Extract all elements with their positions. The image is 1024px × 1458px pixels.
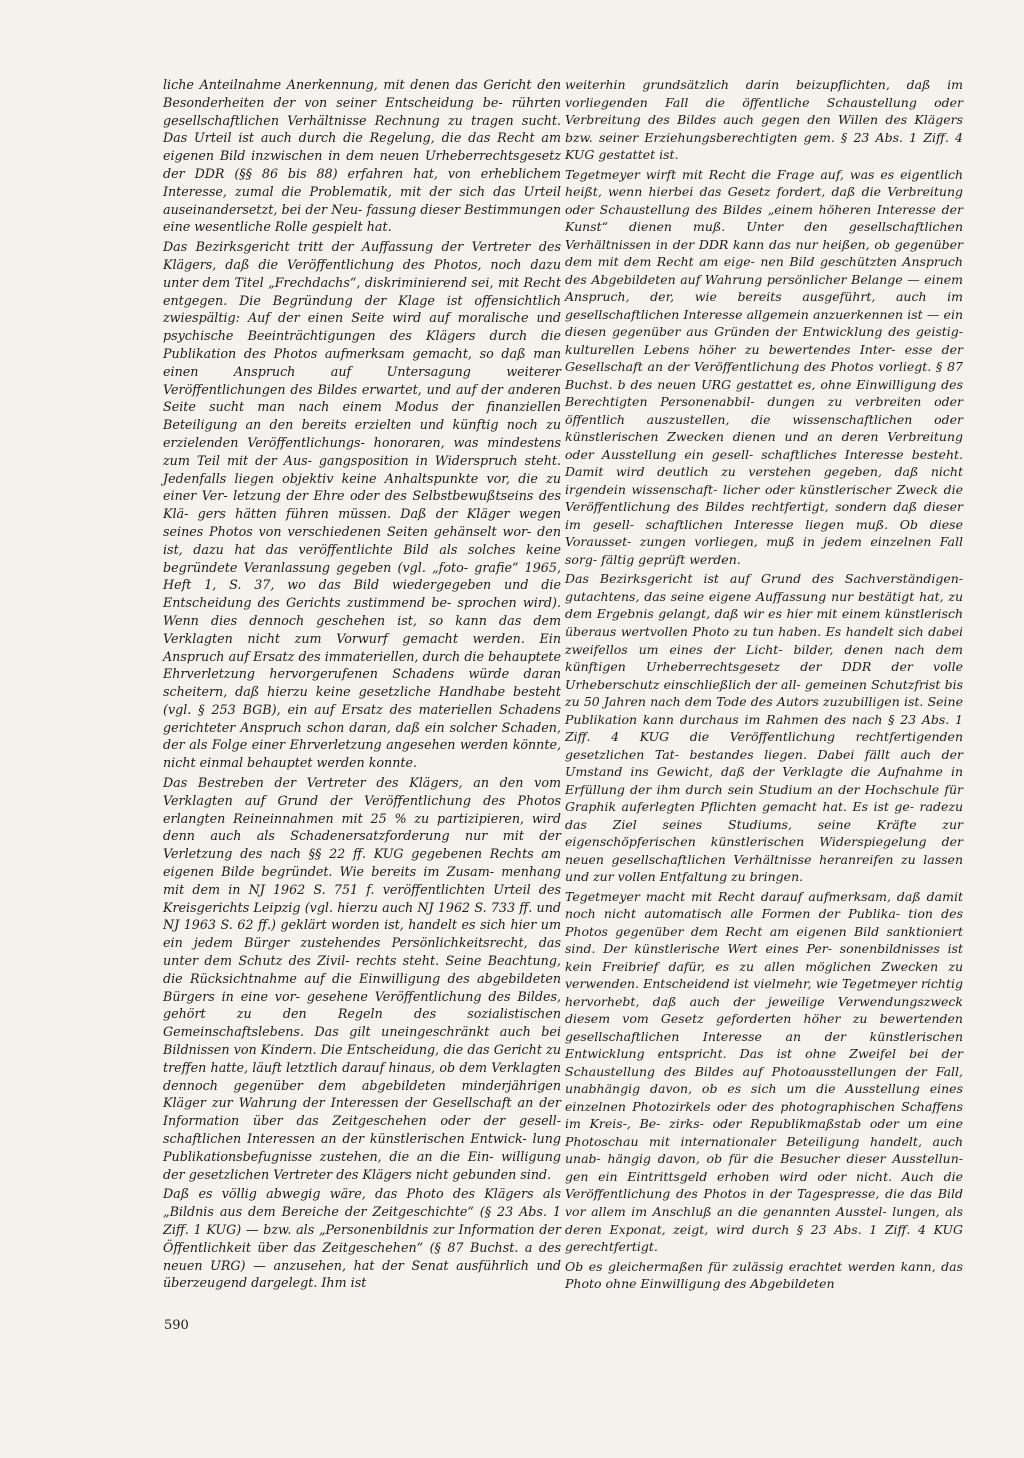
paragraph: liche Anteilnahme Anerkennung, mit denen das Gericht den Besonderheiten der von seiner Entscheidung be- rührten gesellschaftlichen Verhältnisse Rechnung zu tragen sucht. Das Urteil ist auch durch die Regelung, die das Recht am eigenen Bild inzwischen in dem neuen Urheberrechtsgesetz der DDR (§§ 86 bis 88) erfahren hat, von erheblichem Interesse, zumal die Problematik, mit der sich das Urteil auseinandersetzt, bei der Neu- fassung dieser Bestimmungen eine wesentliche Rolle gespielt hat. — [163, 77, 561, 235]
paragraph: Das Bezirksgericht tritt der Auffassung der Vertreter des Klägers, daß die Veröffentlichung des Photos, noch dazu unter dem Titel „Frechdachs“, diskriminierend sei, mit Recht entgegen. Die Begründung der Klage ist offensichtlich zwiespältig: Auf der einen Seite wird auf moralische und psychische Beeinträchtigungen des Klägers durch die Publikation des Photos aufmerksam gemacht, so daß man einen Anspruch auf Untersagung weiterer Veröffentlichungen des Bildes erwartet, und auf der anderen Seite sucht man nach einem Modus der finanziellen Beteiligung an den bereits erzielten und künftig noch zu erzielenden Veröffentlichungs- honoraren, was mindestens zum Teil mit der Aus- gangsposition in Widerspruch steht. Jedenfalls liegen objektiv keine Anhaltspunkte vor, die zu einer Ver- letzung der Ehre oder des Selbstbewußtseins des Klä- gers hätten führen müssen. Daß der Kläger wegen seines Photos von verschiedenen Seiten gehänselt wor- den ist, dazu hat das veröffentlichte Bild als solches keine begründete Veranlassung gegeben (vgl. „foto- grafie“ 1965, Heft 1, S. 37, wo das Bild wiedergegeben und die Entscheidung des Gerichts zustimmend be- sprochen wird). Wenn dies dennoch geschehen ist, so kann das dem Verklagten nicht zum Vorwurf gemacht werden. Ein Anspruch auf Ersatz des immateriellen, durch die behauptete Ehrverletzung hervorgerufenen Schadens würde daran scheitern, daß hierzu keine gesetzliche Handhabe besteht (vgl. § 253 BGB), ein auf Ersatz des materiellen Schadens gerichteter Anspruch schon daran, daß ein solcher Schaden, der als Folge einer Ehrverletzung angesehen werden könnte, nicht einmal behauptet werden konnte. — [163, 239, 561, 771]
paragraph: Das Bestreben der Vertreter des Klägers, an den vom Verklagten auf Grund der Veröffentlichung des Photos erlangten Reineinnahmen mit 25 % zu partizipieren, wird denn auch als Schadenersatzforderung nur mit der Verletzung des nach §§ 22 ff. KUG gegebenen Rechts am eigenen Bilde begründet. Wie bereits im Zusam- menhang mit dem in NJ 1962 S. 751 f. veröffentlichten Urteil des Kreisgerichts Leipzig (vgl. hierzu auch NJ 1962 S. 733 ff. und NJ 1963 S. 62 ff.) geklärt worden ist, handelt es sich hier um ein jedem Bürger zustehendes Persönlichkeitsrecht, das unter dem Schutz des Zivil- rechts steht. Seine Beachtung, die Rücksichtnahme auf die Einwilligung des abgebildeten Bürgers in eine vor- gesehene Veröffentlichung des Bildes, gehört zu den Regeln des sozialistischen Gemeinschaftslebens. Das gilt uneingeschränkt auch bei Bildnissen von Kindern. Die Entscheidung, die das Gericht zu treffen hatte, läuft letztlich darauf hinaus, ob dem Verklagten dennoch gegenüber dem abgebildeten minderjährigen Kläger zur Wahrung der Interessen der Gesellschaft an der Information über das Zeitgeschehen oder der gesell- schaftlichen Interessen an der künstlerischen Entwick- lung Publikationsbefugnisse zustehen, die an die Ein- willigung der gesetzlichen Vertreter des Klägers nicht gebunden sind. — [163, 775, 561, 1182]
paragraph: Das Bezirksgericht ist auf Grund des Sachverständigen- gutachtens, das seine eigene Auffassung nur bestätigt hat, zu dem Ergebnis gelangt, daß wir es hier mit einem künstlerisch überaus wertvollen Photo zu tun haben. Es handelt sich dabei zweifellos um eines der Licht- bilder, denen nach dem künftigen Urheberrechtsgesetz der DDR der volle Urheberschutz einschließlich der all- gemeinen Schutzfrist bis zu 50 Jahren nach dem Tode des Autors zuzubilligen ist. Seine Publikation kann durchaus im Rahmen des nach § 23 Abs. 1 Ziff. 4 KUG die Veröffentlichung rechtfertigenden gesetzlichen Tat- bestandes liegen. Dabei fällt auch der Umstand ins Gewicht, daß der Verklagte die Aufnahme in Erfüllung der ihm durch sein Studium an der Hochschule für Graphik auferlegten Pflichten gemacht hat. Es ist ge- radezu das Ziel seines Studiums, seine Kräfte zur eigenschöpferischen künstlerischen Widerspiegelung der neuen gesellschaftlichen Verhältnisse heranreifen zu lassen und zur vollen Entfaltung zu bringen. — [565, 571, 963, 885]
page-number: 590 — [164, 1318, 189, 1333]
paragraph: Tegetmeyer macht mit Recht darauf aufmerksam, daß damit noch nicht automatisch alle Formen der Publika- tion des Photos gegenüber dem Recht am eigenen Bild sanktioniert sind. Der künstlerische Wert eines Per- sonenbildnisses ist kein Freibrief dafür, es zu allen möglichen Zwecken zu verwenden. Entscheidend ist vielmehr, wie Tegetmeyer richtig hervorhebt, daß auch der jeweilige Verwendungszweck diesem vom Gesetz geforderten höher zu bewertenden gesellschaftlichen Interesse an der künstlerischen Entwicklung entspricht. Das ist ohne Zweifel bei der Schaustellung des Bildes auf Photoausstellungen der Fall, unabhängig davon, ob es sich um die Ausstellung eines einzelnen Photozirkels oder des photographischen Schaffens im Kreis-, Be- zirks- oder Republikmaßstab oder um eine Photoschau mit internationaler Beteiligung handelt, auch unab- hängig davon, ob für die Besucher dieser Ausstellun- gen ein Eintrittsgeld erhoben wird oder nicht. Auch die Veröffentlichung des Photos in der Tagespresse, die das Bild vor allem im Anschluß an die genannten Ausstel- lungen, als deren Exponat, zeigt, wird durch § 23 Abs. 1 Ziff. 4 KUG gerechtfertigt. — [565, 888, 963, 1255]
paragraph: weiterhin grundsätzlich darin beizupflichten, daß im vorliegenden Fall die öffentliche Schaustellung oder Verbreitung des Bildes auch gegen den Willen des Klägers bzw. seiner Erziehungsberechtigten gem. § 23 Abs. 1 Ziff. 4 KUG gestattet ist. — [565, 77, 963, 163]
left-column — [163, 76, 561, 1292]
paragraph: Daß es völlig abwegig wäre, das Photo des Klägers als „Bildnis aus dem Bereiche der Zeitgeschichte“ (§ 23 Abs. 1 Ziff. 1 KUG) — bzw. als „Personenbildnis zur Information der Öffentlichkeit über das Zeitgeschehen“ (§ 87 Buchst. a des neuen URG) — anzusehen, hat der Senat ausführlich und überzeugend dargelegt. Ihm ist — [163, 1186, 561, 1291]
paragraph: Ob es gleichermaßen für zulässig erachtet werden kann, das Photo ohne Einwilligung des Abgebildeten — [565, 1258, 963, 1292]
right-column — [565, 76, 963, 1293]
paragraph: Tegetmeyer wirft mit Recht die Frage auf, was es eigentlich heißt, wenn hierbei das Gesetz fordert, daß die Verbreitung oder Schaustellung des Bildes „einem höheren Interesse der Kunst“ dienen muß. Unter den gesellschaftlichen Verhältnissen in der DDR kann das nur heißen, ob gegenüber dem mit dem Recht am eige- nen Bild geschützten Anspruch des Abgebildeten auf Wahrung persönlicher Belange — einem Anspruch, der, wie bereits ausgeführt, auch im gesellschaftlichen Interesse allgemein anzuerkennen ist — ein diesen gegenüber aus Gründen der Entwicklung des geistig-kulturellen Lebens höher zu bewertendes Inter- esse der Gesellschaft an der Veröffentlichung des Photos vorliegt. § 87 Buchst. b des neuen URG gestattet es, ohne Einwilligung des Berechtigten Personenabbil- dungen zu verbreiten oder öffentlich auszustellen, die wissenschaftlichen oder künstlerischen Zwecken dienen und an deren Verbreitung oder Ausstellung ein gesell- schaftliches Interesse besteht. Damit wird deutlich zu verstehen gegeben, daß nicht irgendein wissenschaft- licher oder künstlerischer Zweck die Veröffentlichung des Bildes rechtfertigt, sondern daß dieser im gesell- schaftlichen Interesse liegen muß. Ob diese Vorausset- zungen vorliegen, muß in jedem einzelnen Fall sorg- fältig geprüft werden. — [565, 166, 963, 567]
